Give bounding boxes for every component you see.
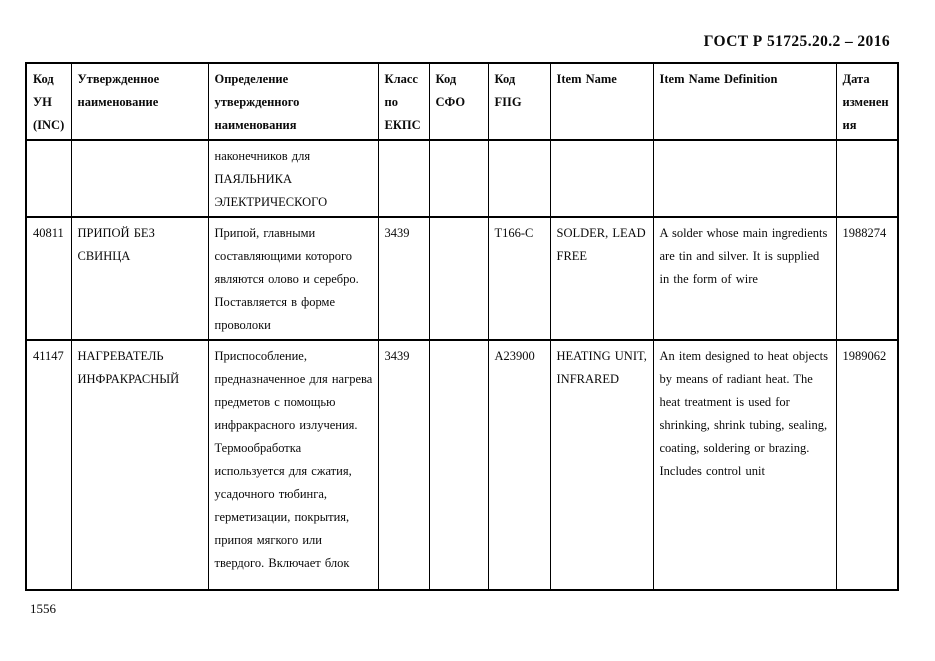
cell-inc-code: [26, 140, 71, 217]
column-header-sfo-code: Код СФО: [429, 63, 488, 140]
cell-approved-name-definition: наконечников для ПАЯЛЬНИКА ЭЛЕКТРИЧЕСКОГО: [208, 140, 378, 217]
cell-item-name: SOLDER, LEAD FREE: [550, 217, 653, 340]
cell-approved-name-definition: Приспособление, предназначенное для нагрева предметов с помощью инфракрасного излучения. Термообработка используется для сжатия, усадочного тюбинга, герметизации, покрытия, припоя мягкого или твердого. Включает блок: [208, 340, 378, 590]
column-header-ekps-class: Класс по ЕКПС: [378, 63, 429, 140]
column-header-item-name-definition: Item Name Definition: [653, 63, 836, 140]
cell-sfo-code: [429, 140, 488, 217]
cell-ekps-class: 3439: [378, 340, 429, 590]
cell-sfo-code: [429, 217, 488, 340]
cell-change-date: [836, 140, 898, 217]
cell-fiig-code: [488, 140, 550, 217]
cell-ekps-class: 3439: [378, 217, 429, 340]
column-header-change-date: Дата изменения: [836, 63, 898, 140]
table-header: [26, 63, 898, 140]
cell-item-name-definition: A solder whose main ingredients are tin and silver. It is supplied in the form of wire: [653, 217, 836, 340]
column-header-approved-name-definition: Определение утвержденного наименования: [208, 63, 378, 140]
column-header-item-name: Item Name: [550, 63, 653, 140]
cell-ekps-class: [378, 140, 429, 217]
table-row-41147: [26, 340, 898, 590]
table-row-40811: [26, 217, 898, 340]
cell-item-name: HEATING UNIT, INFRARED: [550, 340, 653, 590]
cell-item-name-definition: [653, 140, 836, 217]
classification-table: [25, 62, 899, 591]
document-title: ГОСТ Р 51725.20.2 – 2016: [703, 33, 890, 50]
page-number: 1556: [30, 601, 56, 616]
cell-sfo-code: [429, 340, 488, 590]
cell-inc-code: 41147: [26, 340, 71, 590]
cell-item-name-definition: An item designed to heat objects by means of radiant heat. The heat treatment is used for shrinking, shrink tubing, sealing, coating, soldering or brazing. Includes control unit: [653, 340, 836, 590]
cell-approved-name: НАГРЕВАТЕЛЬ ИНФРАКРАСНЫЙ: [71, 340, 208, 590]
cell-approved-name: ПРИПОЙ БЕЗ СВИНЦА: [71, 217, 208, 340]
table-body: [26, 140, 898, 590]
cell-change-date: 1989062: [836, 340, 898, 590]
column-header-inc-code: Код УН (INC): [26, 63, 71, 140]
table-row-continuation: [26, 140, 898, 217]
cell-approved-name-definition: Припой, главными составляющими которого являются олово и серебро. Поставляется в форме проволоки: [208, 217, 378, 340]
cell-fiig-code: T166-C: [488, 217, 550, 340]
column-header-fiig-code: Код FIIG: [488, 63, 550, 140]
header-row: [26, 63, 898, 140]
cell-inc-code: 40811: [26, 217, 71, 340]
column-header-approved-name: Утвержденное наименование: [71, 63, 208, 140]
cell-approved-name: [71, 140, 208, 217]
cell-change-date: 1988274: [836, 217, 898, 340]
cell-item-name: [550, 140, 653, 217]
cell-fiig-code: A23900: [488, 340, 550, 590]
